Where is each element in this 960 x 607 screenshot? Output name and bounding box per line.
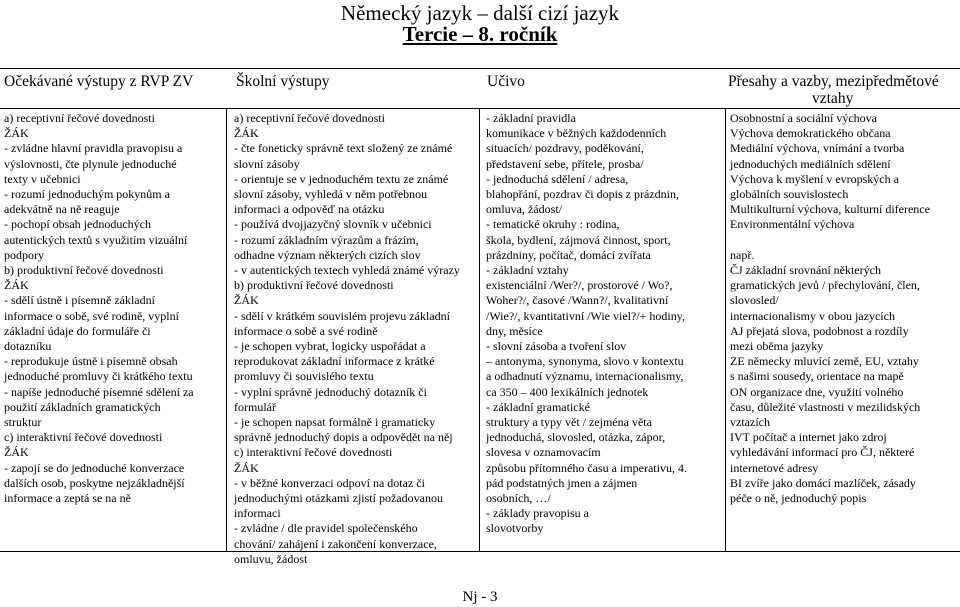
column-divider bbox=[725, 109, 726, 551]
table-header bbox=[0, 68, 960, 109]
table-body bbox=[0, 108, 960, 566]
header-rvp: Očekávané výstupy z RVP ZV bbox=[4, 73, 194, 90]
column-divider bbox=[226, 109, 227, 551]
rvp-outputs-text: a) receptivní řečové dovednosti ŽÁK - zvládne hlavní pravidla pravopisu a výslovnosti, čte plynule jednoduché texty v učebnici - rozumí jednoduchým pokynům a adekvátně na ně reaguje - pochopí obsah jednoduchých autentických textů s využitím vizuální podpory b) produktivní řečové dovednosti ŽÁK - sdělí ústně i písemně základní informace o sobě, své rodině, vyplní základní údaje do formuláře či dotazníku - reprodukuje ústně i písemně obsah jednoduché promluvy či krátkého textu - napíše jednoduché písemné sdělení za použití základních gramatických struktur c) interaktivní řečové dovednosti ŽÁK - zapojí se do jednoduché konverzace dalších osob, poskytne nejzákladnější informace a zeptá se na ně bbox=[4, 111, 194, 506]
header-school-outputs: Školní výstupy bbox=[236, 73, 330, 90]
header-curriculum: Učivo bbox=[487, 73, 525, 90]
header-relations: Přesahy a vazby, mezipředmětové bbox=[728, 73, 939, 90]
page-number: Nj - 3 bbox=[462, 589, 498, 605]
relations-text: Osobnostní a sociální výchova Výchova demokratického občana Mediální výchova, vnímání a tvorba jednoduchých mediálních sdělení Výchova k myšlení v evropských a globálních souvislostech Multikulturní výchova, kulturní diference Environmentální výchova např. ČJ základní srovnání některých gramatických jevů / přechylování, člen, slovosled/ internacionalismy v obou jazycích AJ přejatá slova, podobnost a rozdíly mezi oběma jazyky ZE německy mluvící země, EU, vztahy s našimi sousedy, orientace na mapě ON organizace dne, využití volného času, důležité vlastnosti v mezilidských vztazích IVT počítač a internet jako zdroj vyhledávání informací pro ČJ, některé internetové adresy BI zvíře jako domácí mazlíček, zásady péče o ně, jednoduchý popis bbox=[730, 111, 930, 506]
page-subtitle: Tercie – 8. ročník bbox=[402, 22, 558, 46]
page-title: Německý jazyk – další cizí jazyk bbox=[340, 1, 620, 25]
header-relations-line2: vztahy bbox=[812, 90, 854, 107]
school-outputs-text: a) receptivní řečové dovednosti ŽÁK - čte foneticky správně text složený ze známé slovní zásoby - orientuje se v jednoduchém textu ze známé slovní zásoby, vyhledá v něm potřebnou informaci a odpověď na otázku - používá dvojjazyčný slovník v učebnici - rozumí základním výrazům a frázím, odhadne význam některých cizích slov - v autentických textech vyhledá známé výrazy b) produktivní řečové dovednosti ŽÁK - sdělí v krátkém souvislém projevu základní informace o sobě a své rodině - je schopen vybrat, logicky uspořádat a reprodukovat základní informace z krátké promluvy či souvislého textu - vyplní správně jednoduchý dotazník či formulář - je schopen napsat formálně i gramaticky správně jednoduchý dopis a odpovědět na něj c) interaktivní řečové dovednosti ŽÁK - v běžné konverzaci odpoví na dotaz či jednoduchými otázkami zjistí požadovanou informaci - zvládne / dle pravidel společenského chování/ zahájení i zakončení konverzace, omluvu, žádost bbox=[234, 111, 460, 566]
curriculum-text: - základní pravidla komunikace v běžných každodenních situacích/ pozdravy, poděkování, představení sebe, přítele, prosba/ - jednoduchá sdělení / adresa, blahopřání, pozdrav či dopis z prázdnin, omluva, žádost/ - tematické okruhy : rodina, škola, bydlení, zájmová činnost, sport, prázdniny, počítač, domácí zvířata - základní vztahy existenciální /Wer?/, prostorové / Wo?, Woher?/, časové /Wann?/, kvalitativní /Wie?/, kvantitativní /Wie viel?/+ hodiny, dny, měsíce - slovní zásoba a tvoření slov – antonyma, synonyma, slovo v kontextu a odhadnutí významu, internacionalismy, ca 350 – 400 lexikálních jednotek - základní gramatické struktury a typy vět / zejména věta jednoduchá, slovosled, otázka, zápor, slovesa v oznamovacím způsobu přítomného času a imperativu, 4. pád podstatných jmen a zájmen osobních, …/ - základy pravopisu a slovotvorby bbox=[486, 111, 687, 536]
